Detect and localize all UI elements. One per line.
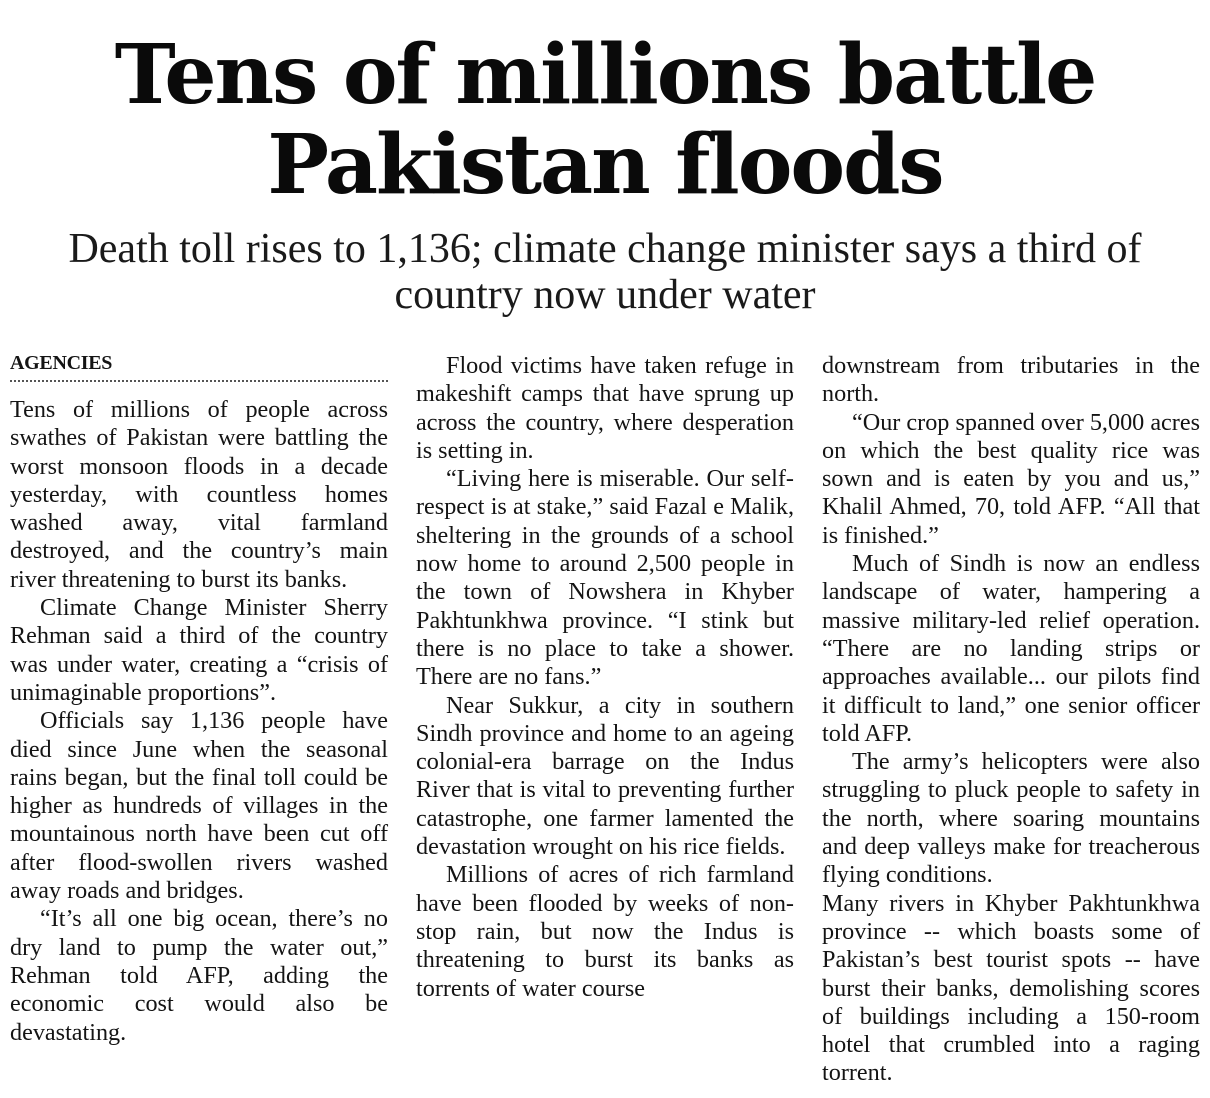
paragraph: “It’s all one big ocean, there’s no dry land to pump the water out,” Rehman told AFP, adding the economic cost would also be devastating. [10, 905, 388, 1046]
paragraph: Millions of acres of rich farmland have been flooded by weeks of non-stop rain, but now the Indus is threatening to burst its banks as torrents of water course [416, 861, 794, 1002]
article-column-1 [10, 352, 388, 1047]
paragraph-continued: downstream from tributaries in the north. [822, 352, 1200, 408]
paragraph: Many rivers in Khyber Pakhtunkhwa province -- which boasts some of Pakistan’s best tourist spots -- have burst their banks, demolishing scores of buildings including a 150-room hotel that crumbled into a raging torrent. [822, 889, 1200, 1087]
byline: AGENCIES [10, 352, 388, 382]
paragraph: Tens of millions of people across swathes of Pakistan were battling the worst monsoon floods in a decade yesterday, with countless homes washed away, vital farmland destroyed, and the country’s main river threatening to burst its banks. [10, 396, 388, 593]
headline-line-2: Pakistan floods [267, 117, 943, 213]
headline-line-1: Tens of millions battle [114, 27, 1096, 123]
paragraph: Flood victims have taken refuge in makeshift camps that have sprung up across the country, where desperation is setting in. [416, 352, 794, 464]
subheadline: Death toll rises to 1,136; climate change minister says a third of country now under water [68, 226, 1142, 318]
article-column-3 [822, 352, 1200, 1088]
paragraph: Much of Sindh is now an endless landscape of water, hampering a massive military-led relief operation. “There are no landing strips or approaches available... our pilots find it difficult to land,” one senior officer told AFP. [822, 550, 1200, 747]
paragraph: “Our crop spanned over 5,000 acres on which the best quality rice was sown and is eaten by you and us,” Khalil Ahmed, 70, told AFP. “All that is finished.” [822, 408, 1200, 549]
article-column-2 [416, 352, 794, 1003]
paragraph: The army’s helicopters were also struggling to pluck people to safety in the north, where soaring mountains and deep valleys make for treacherous flying conditions. [822, 748, 1200, 889]
paragraph: Climate Change Minister Sherry Rehman said a third of the country was under water, creating a “crisis of unimaginable proportions”. [10, 594, 388, 706]
paragraph: Near Sukkur, a city in southern Sindh province and home to an ageing colonial-era barrage on the Indus River that is vital to preventing further catastrophe, one farmer lamented the devastation wrought on his rice fields. [416, 691, 794, 861]
paragraph: Officials say 1,136 people have died since June when the seasonal rains began, but the final toll could be higher as hundreds of villages in the mountainous north have been cut off after flood-swollen rivers washed away roads and bridges. [10, 707, 388, 905]
headline [0, 27, 1210, 213]
paragraph: “Living here is miserable. Our self-respect is at stake,” said Fazal e Malik, sheltering in the grounds of a school now home to around 2,500 people in the town of Nowshera in Khyber Pakhtunkhwa province. “I stink but there is no place to take a shower. There are no fans.” [416, 465, 794, 691]
